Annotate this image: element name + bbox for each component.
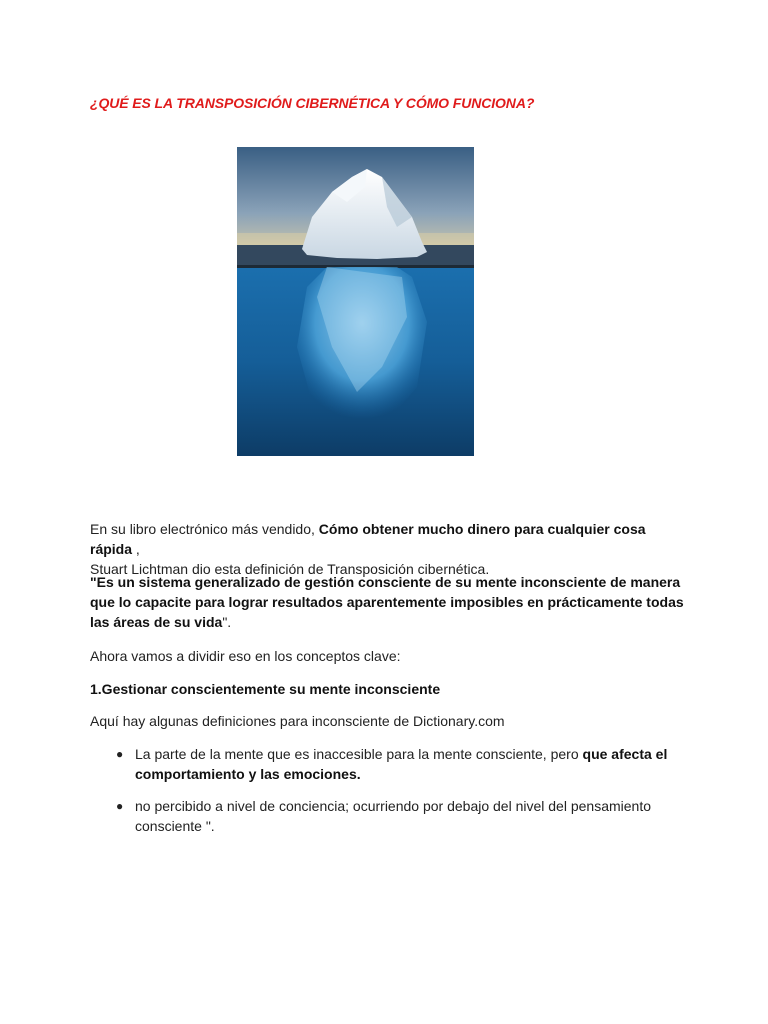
quote-end: ". bbox=[222, 614, 232, 630]
bullet-text: La parte de la mente que es inaccesible para la mente consciente, pero bbox=[135, 746, 583, 762]
bullet-icon: ● bbox=[116, 799, 124, 813]
list-item bbox=[90, 744, 690, 784]
bullet-text: no percibido a nivel de conciencia; ocurriendo por debajo del nivel del pensamiento consciente ". bbox=[135, 798, 652, 834]
iceberg-illustration bbox=[237, 147, 474, 456]
intro-paragraph bbox=[90, 519, 690, 579]
iceberg-image bbox=[237, 147, 474, 456]
quote-bold: "Es un sistema generalizado de gestión consciente de su mente inconsciente de manera que lo capacite para lograr resultados aparentemente imposibles en prácticamente todas las áreas de su vida bbox=[90, 574, 684, 630]
book-title: Cómo obtener mucho dinero para cualquier cosa rápida bbox=[90, 521, 646, 557]
key-concepts-paragraph: Ahora vamos a dividir eso en los conceptos clave: bbox=[90, 648, 401, 664]
list-item bbox=[90, 796, 690, 836]
intro-line2: Stuart Lichtman dio esta definición de Transposición cibernética. bbox=[90, 561, 490, 577]
intro-punct: , bbox=[132, 541, 140, 557]
definitions-intro: Aquí hay algunas definiciones para inconsciente de Dictionary.com bbox=[90, 713, 505, 729]
bullet-icon: ● bbox=[116, 747, 124, 761]
bullet-bold: que afecta el comportamiento y las emociones. bbox=[135, 746, 668, 782]
section-heading: 1.Gestionar conscientemente su mente inconsciente bbox=[90, 681, 441, 697]
document-title: ¿QUÉ ES LA TRANSPOSICIÓN CIBERNÉTICA Y CÓMO FUNCIONA? bbox=[90, 95, 535, 111]
definition-quote bbox=[90, 572, 690, 632]
intro-text: En su libro electrónico más vendido, bbox=[90, 521, 319, 537]
definitions-list bbox=[90, 744, 690, 848]
